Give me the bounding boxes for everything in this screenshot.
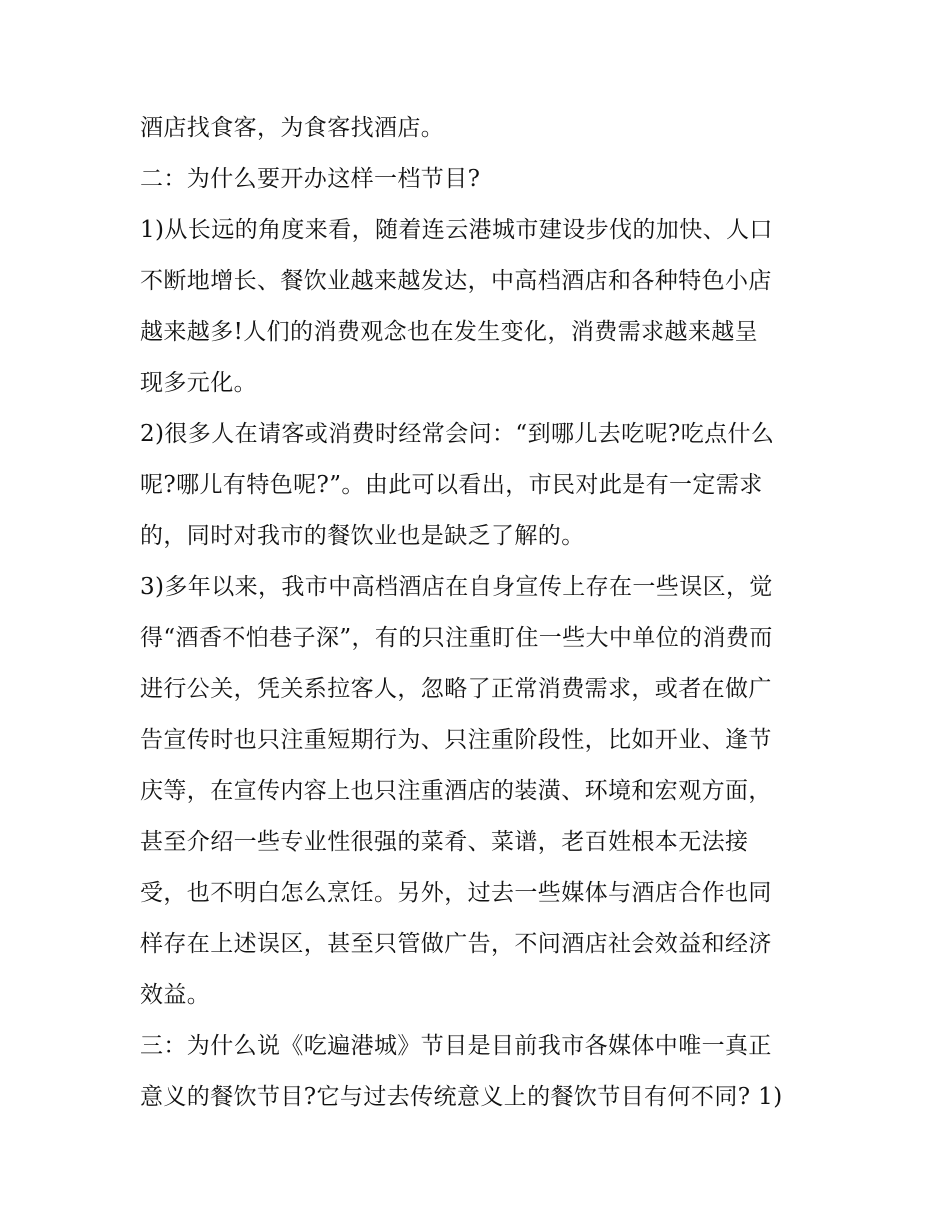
text-line: 现多元化。 (140, 370, 257, 396)
text-line: 2)很多人在请客或消费时经常会问：“到哪儿去吃呢?吃点什么 (140, 421, 775, 447)
text-line: 酒店找食客，为食客找酒店。 (140, 115, 445, 141)
text-line: 3)多年以来，我市中高档酒店在自身宣传上存在一些误区，觉 (140, 574, 773, 600)
text-line: 意义的餐饮节目?它与过去传统意义上的餐饮节目有何不同? 1) (140, 1084, 783, 1110)
text-line: 甚至介绍一些专业性很强的菜肴、菜谱，老百姓根本无法接 (140, 829, 749, 855)
text-line: 庆等，在宣传内容上也只注重酒店的装潢、环境和宏观方面， (140, 778, 772, 804)
document-body (140, 103, 820, 1123)
text-line: 告宣传时也只注重短期行为、只注重阶段性，比如开业、逢节 (140, 727, 772, 753)
text-line: 越来越多!人们的消费观念也在发生变化，消费需求越来越呈 (140, 319, 759, 345)
text-line: 呢?哪儿有特色呢?”。由此可以看出，市民对此是有一定需求 (140, 472, 763, 498)
text-line: 得“酒香不怕巷子深”，有的只注重盯住一些大中单位的消费而 (140, 625, 773, 651)
section-heading-3: 三：为什么说《吃遍港城》节目是目前我市各媒体中唯一真正 (140, 1033, 772, 1059)
text-line: 1)从长远的角度来看，随着连云港城市建设步伐的加快、人口 (140, 217, 773, 243)
text-line: 效益。 (140, 982, 211, 1008)
text-line: 不断地增长、餐饮业越来越发达，中高档酒店和各种特色小店 (140, 268, 772, 294)
section-heading-2: 二：为什么要开办这样一档节目? (140, 166, 481, 192)
text-line: 样存在上述误区，甚至只管做广告，不问酒店社会效益和经济 (140, 931, 772, 957)
text-line: 的，同时对我市的餐饮业也是缺乏了解的。 (140, 523, 585, 549)
text-line: 受，也不明白怎么烹饪。另外，过去一些媒体与酒店合作也同 (140, 880, 772, 906)
text-line: 进行公关，凭关系拉客人，忽略了正常消费需求，或者在做广 (140, 676, 772, 702)
